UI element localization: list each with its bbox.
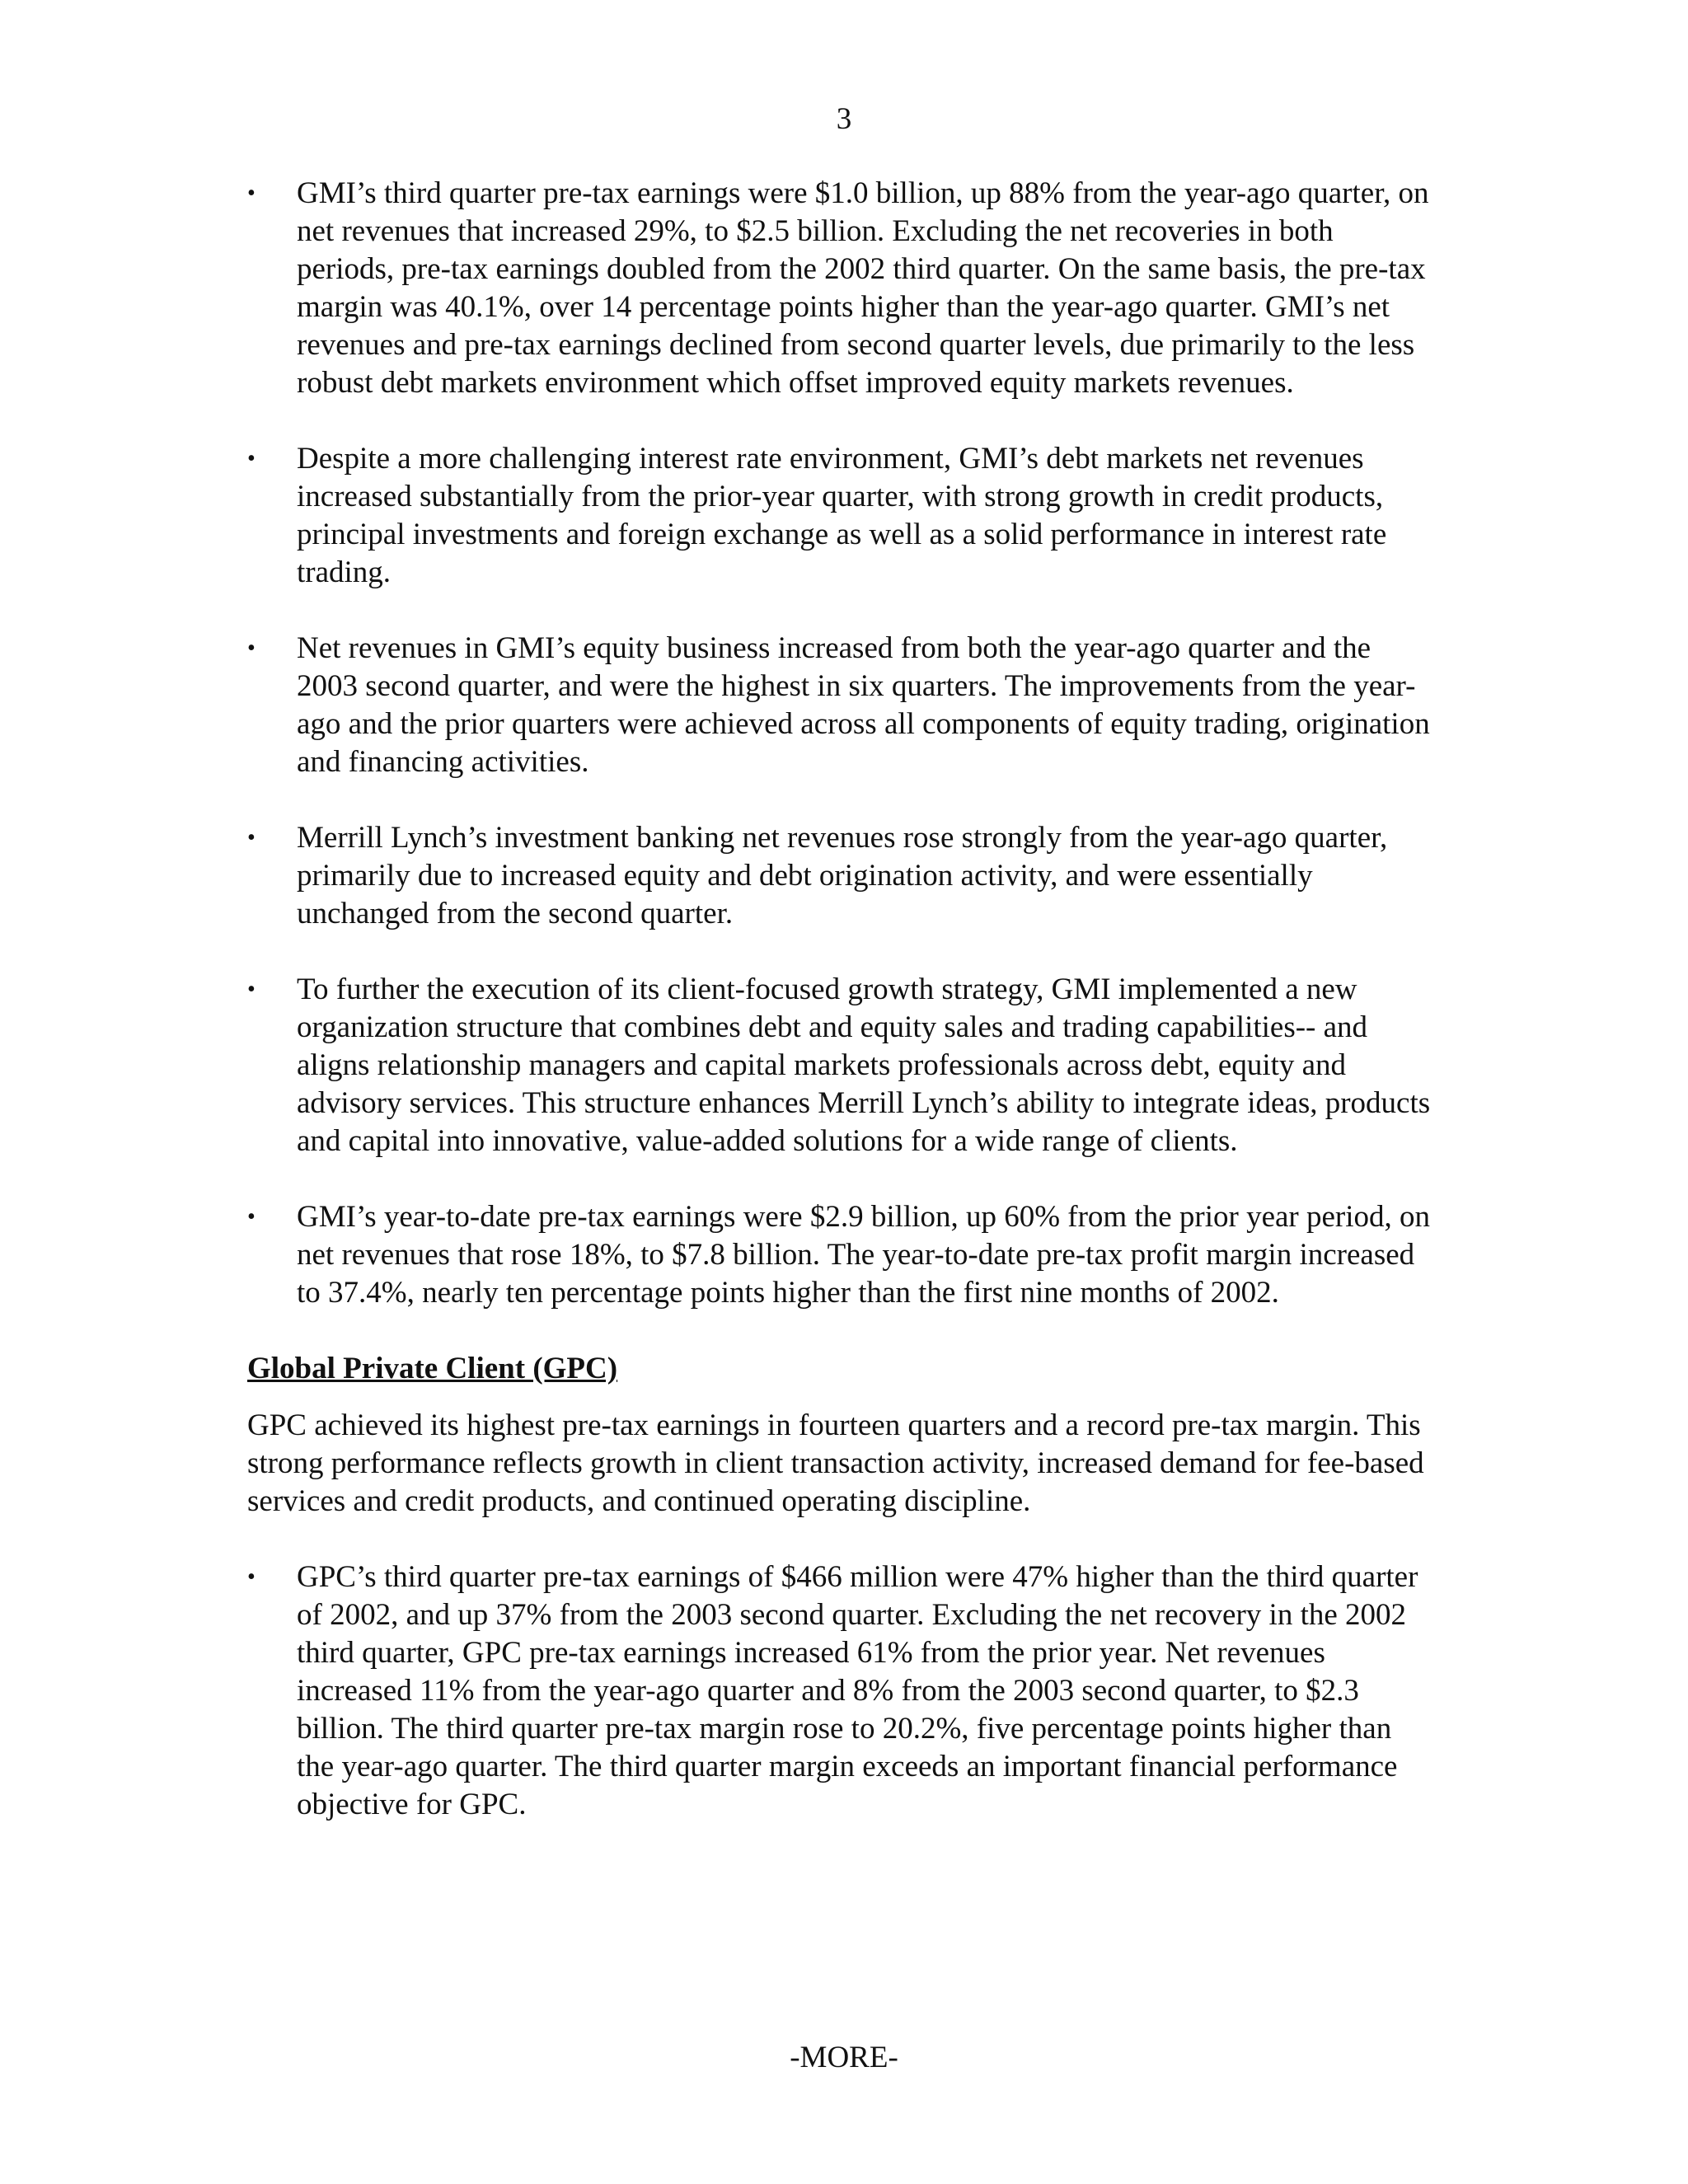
- bullet-marker: •: [247, 635, 256, 661]
- bullet-text: Net revenues in GMI’s equity business increased from both the year-ago quarter and the 2003 second quarter, and were the highest in six quarters. The improvements from the year-ago and the prior quarters were achieved across all components of equity trading, origination and financing activities.: [297, 631, 1430, 779]
- bullet-text: Despite a more challenging interest rate environment, GMI’s debt markets net revenues increased substantially from the prior-year quarter, with strong growth in credit products, principal investments and foreign exchange as well as a solid performance in interest rate trading.: [297, 442, 1387, 589]
- gmi-bullet-debt-markets: [247, 440, 1434, 592]
- bullet-marker: •: [247, 1204, 256, 1230]
- gpc-intro-paragraph: GPC achieved its highest pre-tax earnings in fourteen quarters and a record pre-tax margin. This strong performance reflects growth in client transaction activity, increased demand for fee-based services and credit products, and continued operating discipline.: [247, 1408, 1424, 1518]
- bullet-text: GPC’s third quarter pre-tax earnings of $466 million were 47% higher than the third quarter of 2002, and up 37% from the 2003 second quarter. Excluding the net recovery in the 2002 third quarter, GPC pre-tax earnings increased 61% from the prior year. Net revenues increased 11% from the year-ago quarter and 8% from the 2003 second quarter, to $2.3 billion. The third quarter pre-tax margin rose to 20.2%, five percentage points higher than the year-ago quarter. The third quarter margin exceeds an important financial performance objective for GPC.: [297, 1560, 1418, 1821]
- document-body: [247, 175, 1434, 1862]
- bullet-marker: •: [247, 446, 256, 471]
- bullet-marker: •: [247, 977, 256, 1002]
- bullet-text: GMI’s third quarter pre-tax earnings were $1.0 billion, up 88% from the year-ago quarter, on net revenues that increased 29%, to $2.5 billion. Excluding the net recoveries in both periods, pre-tax earnings doubled from the 2002 third quarter. On the same basis, the pre-tax margin was 40.1%, over 14 percentage points higher than the year-ago quarter. GMI’s net revenues and pre-tax earnings declined from second quarter levels, due primarily to the less robust debt markets environment which offset improved equity markets revenues.: [297, 176, 1429, 400]
- gmi-bullet-year-to-date: [247, 1198, 1434, 1312]
- bullet-text: GMI’s year-to-date pre-tax earnings were $2.9 billion, up 60% from the prior year period, on net revenues that rose 18%, to $7.8 billion. The year-to-date pre-tax profit margin increased to 37.4%, nearly ten percentage points higher than the first nine months of 2002.: [297, 1200, 1431, 1310]
- bullet-marker: •: [247, 825, 256, 851]
- section-heading-gpc: Global Private Client (GPC): [247, 1352, 618, 1385]
- gmi-bullet-earnings: [247, 175, 1434, 402]
- bullet-text: To further the execution of its client-focused growth strategy, GMI implemented a new organization structure that combines debt and equity sales and trading capabilities-- and aligns relationship managers and capital markets professionals across debt, equity and advisory services. This structure enhances Merrill Lynch’s ability to integrate ideas, products and capital into innovative, value-added solutions for a wide range of clients.: [297, 972, 1431, 1158]
- gpc-bullet-earnings: [247, 1558, 1434, 1824]
- gmi-bullet-investment-banking: [247, 819, 1434, 933]
- footer-more: -MORE-: [790, 2041, 898, 2074]
- bullet-marker: •: [247, 180, 256, 206]
- bullet-text: Merrill Lynch’s investment banking net revenues rose strongly from the year-ago quarter, primarily due to increased equity and debt origination activity, and were essentially unchanged from the second quarter.: [297, 821, 1388, 930]
- bullet-marker: •: [247, 1564, 256, 1590]
- gmi-bullet-equity: [247, 630, 1434, 781]
- page-number: 3: [836, 102, 852, 136]
- gmi-bullet-organization: [247, 971, 1434, 1160]
